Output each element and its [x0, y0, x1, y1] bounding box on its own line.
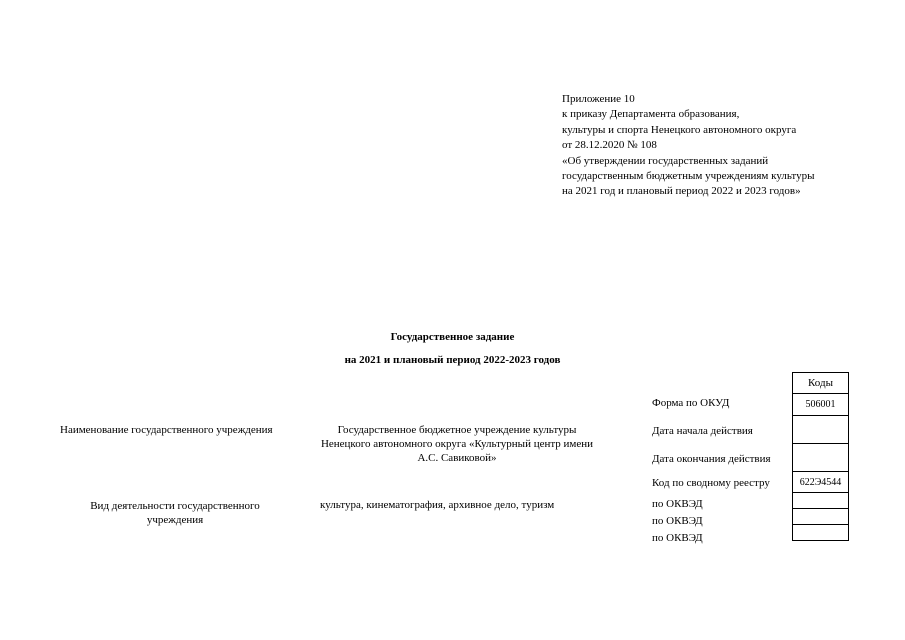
code-value-okud: 506001 — [793, 394, 849, 416]
institution-value — [292, 423, 622, 465]
code-label-end-date: Дата окончания действия — [652, 453, 771, 465]
institution-label: Наименование государственного учреждения — [60, 424, 273, 436]
code-value-okved — [793, 525, 849, 541]
institution-value-line: Государственное бюджетное учреждение культуры — [337, 424, 577, 436]
appendix-line: Приложение 10 — [562, 93, 635, 105]
activity-label-line: учреждения — [146, 514, 204, 526]
code-label-start-date: Дата начала действия — [652, 425, 753, 437]
activity-label — [70, 499, 280, 527]
institution-value-line: Ненецкого автономного округа «Культурный центр имени — [320, 438, 594, 450]
appendix-line: «Об утверждении государственных заданий — [562, 154, 769, 167]
activity-label-line: Вид деятельности государственного — [90, 500, 260, 512]
code-value-registry: 622Э4544 — [793, 472, 849, 493]
document-period: на 2021 и плановый период 2022-2023 годов — [344, 354, 561, 366]
document-title: Государственное задание — [390, 331, 515, 343]
codes-table — [792, 372, 849, 541]
code-label-okved: по ОКВЭД — [652, 498, 703, 510]
appendix-line: культуры и спорта Ненецкого автономного округа — [562, 123, 797, 136]
appendix-line: от 28.12.2020 № 108 — [562, 139, 657, 152]
codes-header: Коды — [793, 373, 849, 394]
appendix-line: на 2021 год и плановый период 2022 и 2023 годов» — [562, 185, 801, 198]
institution-value-line: А.С. Савиковой» — [417, 452, 497, 464]
code-label-okved: по ОКВЭД — [652, 515, 703, 527]
activity-value: культура, кинематография, архивное дело, туризм — [320, 499, 555, 511]
code-label-registry: Код по сводному реестру — [652, 477, 770, 489]
code-label-okud: Форма по ОКУД — [652, 397, 730, 409]
code-value-okved — [793, 509, 849, 525]
appendix-block — [562, 92, 814, 200]
code-value-start-date — [793, 416, 849, 444]
code-value-end-date — [793, 444, 849, 472]
appendix-line: государственным бюджетным учреждениям культуры — [562, 170, 815, 183]
code-value-okved — [793, 493, 849, 509]
code-label-okved: по ОКВЭД — [652, 532, 703, 544]
appendix-line: к приказу Департамента образования, — [562, 108, 740, 121]
